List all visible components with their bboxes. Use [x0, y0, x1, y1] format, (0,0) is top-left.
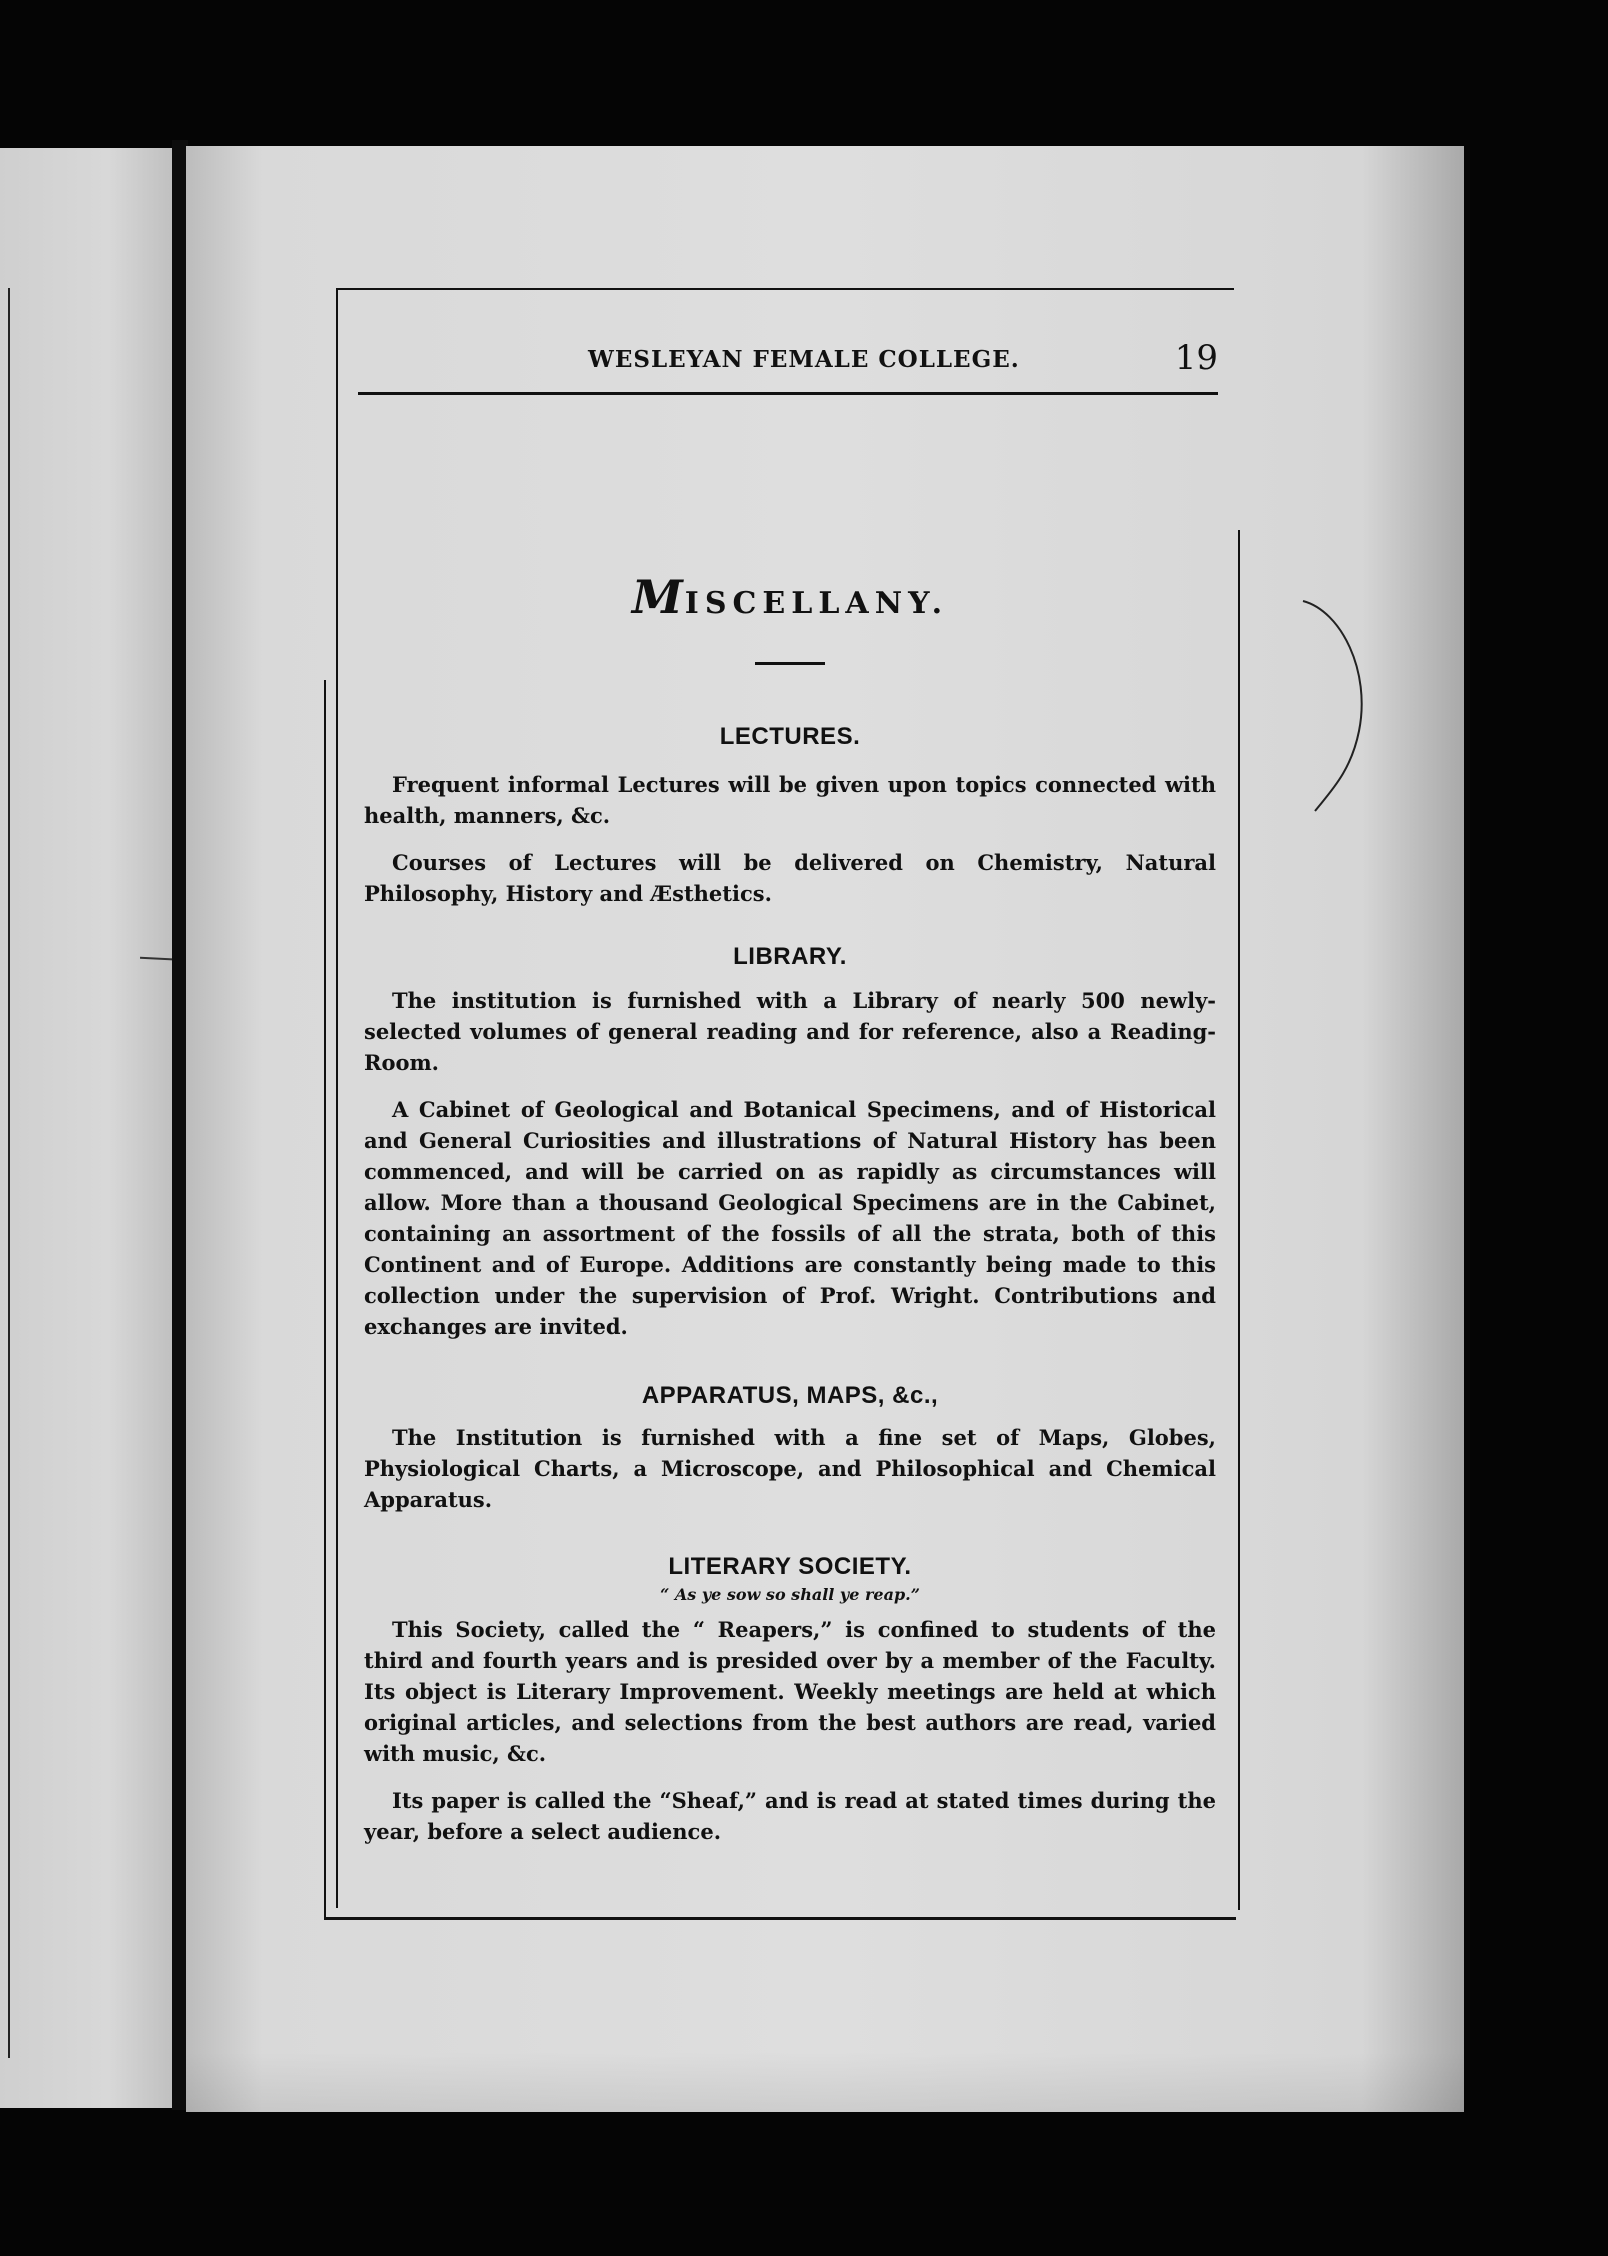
title-rule: [755, 662, 825, 665]
book-page: [186, 146, 1464, 2112]
frame-right-border: [1238, 530, 1240, 1910]
lectures-paragraph: Frequent informal Lectures will be given upon topics connected with health, manners, &c.: [364, 772, 1216, 828]
page-shadow: [186, 2052, 1464, 2112]
literary-society-motto: “ As ye sow so shall ye reap.”: [660, 1585, 920, 1604]
running-head: [358, 336, 1218, 395]
literary-society-heading: LITERARY SOCIETY.: [668, 1553, 912, 1580]
lectures-heading: LECTURES.: [719, 723, 861, 750]
page-content: [364, 570, 1216, 1847]
literary-society-paragraph: Its paper is called the “Sheaf,” and is read at stated times during the year, before a select audience.: [364, 1788, 1216, 1844]
running-head-title: WESLEYAN FEMALE COLLEGE.: [588, 346, 1020, 373]
page-number: 19: [1174, 338, 1218, 378]
frame-inner-left-border: [324, 680, 326, 1920]
frame-bottom-border: [324, 1917, 1236, 1920]
page-frame: [336, 288, 1234, 1908]
library-paragraph: A Cabinet of Geological and Botanical Specimens, and of Historical and General Curiosities and illustrations of Natural History has been commenced, and will be carried on as rapidly as circumstances will allow. More than a thousand Geological Specimens are in the Cabinet, containing an assortment of the fossils of all the strata, both of this Continent and of Europe. Additions are constantly being made to this collection under the supervision of Prof. Wright. Contributions and exchanges are invited.: [364, 1097, 1216, 1339]
lectures-paragraph: Courses of Lectures will be delivered on Chemistry, Natural Philosophy, History and Æsthetics.: [364, 850, 1216, 906]
apparatus-heading: APPARATUS, MAPS, &c.,: [641, 1382, 939, 1409]
library-paragraph: The institution is furnished with a Library of nearly 500 newly-selected volumes of general reading and for reference, also a Reading-Room.: [364, 988, 1216, 1075]
facing-page-border: [0, 288, 10, 2058]
pencil-mark: [1301, 591, 1371, 861]
facing-page-edge: [0, 148, 180, 2108]
page-title: [364, 570, 1216, 624]
apparatus-paragraph: The Institution is furnished with a fine set of Maps, Globes, Physiological Charts, a Microscope, and Philosophical and Chemical Apparatus.: [364, 1425, 1216, 1512]
literary-society-paragraph: This Society, called the “ Reapers,” is confined to students of the third and fourth years and is presided over by a member of the Faculty. Its object is Literary Improvement. Weekly meetings are held at which original articles, and selections from the best authors are read, varied with music, &c.: [364, 1617, 1216, 1766]
page-title-rest: ISCELLANY.: [684, 586, 949, 621]
page-title-initial: M: [631, 570, 685, 624]
library-heading: LIBRARY.: [733, 943, 847, 970]
